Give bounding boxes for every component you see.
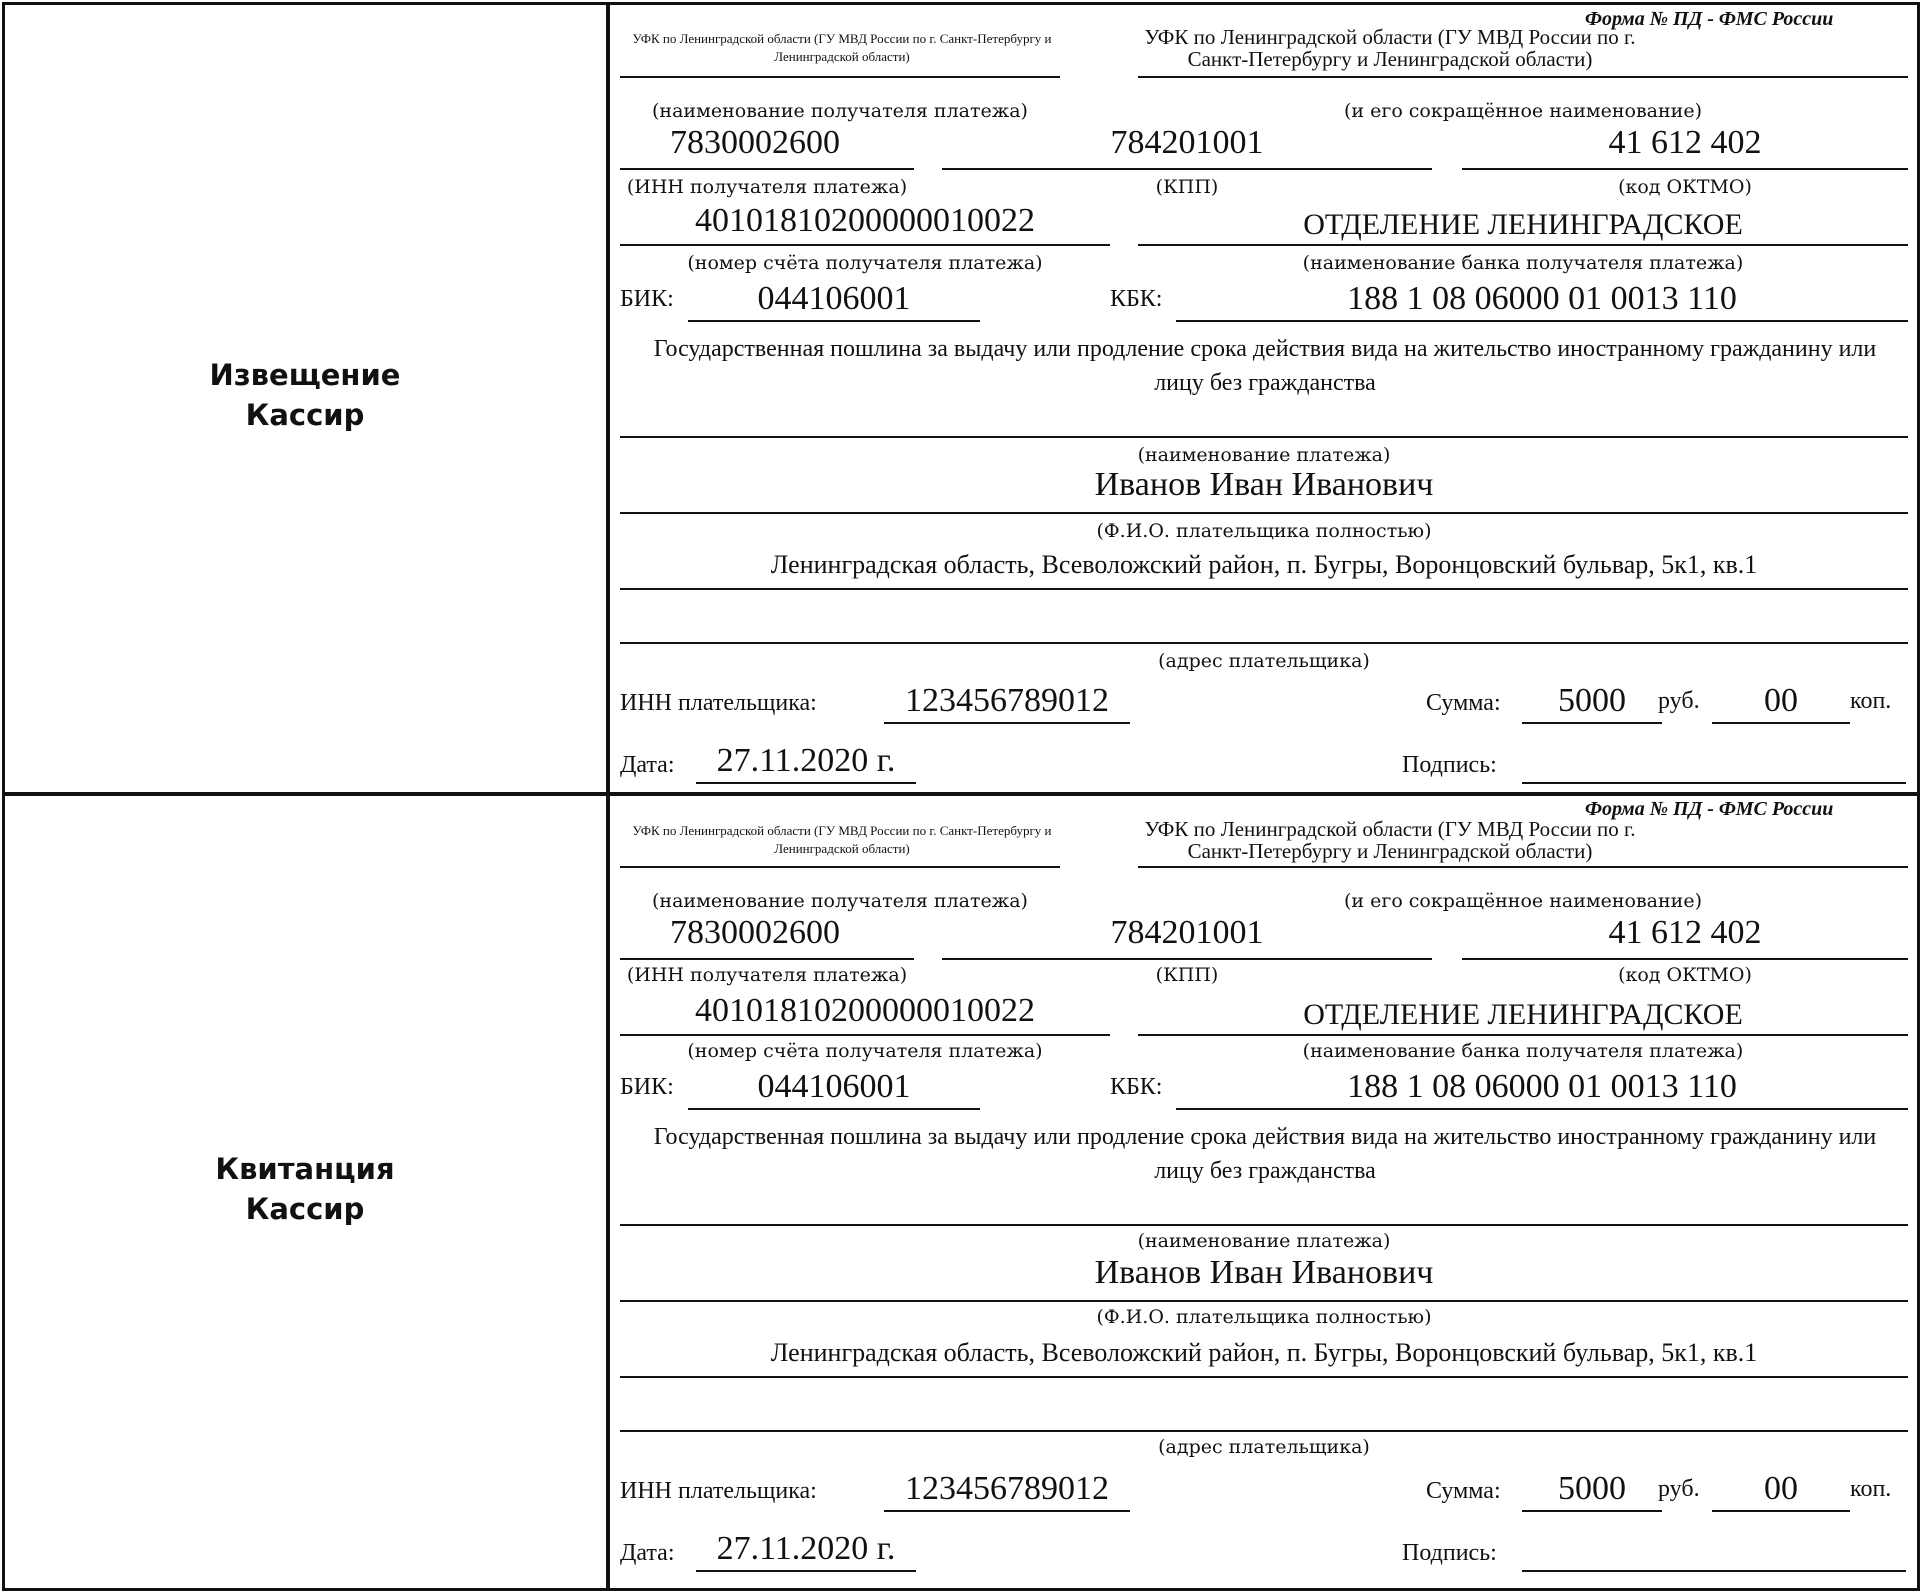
payer-name-caption: (Ф.И.О. плательщика полностью) — [1096, 1306, 1432, 1328]
signature-line — [1522, 782, 1906, 784]
kbk-value: 188 1 08 06000 01 0013 110 — [1347, 280, 1737, 317]
recipient-name-caption: (наименование получателя платежа) — [652, 100, 1028, 122]
payer-name-caption: (Ф.И.О. плательщика полностью) — [1096, 520, 1432, 542]
signature-label: Подпись: — [1402, 1540, 1497, 1566]
sum-rub-line — [1522, 1510, 1662, 1512]
payer-inn-line — [884, 722, 1130, 724]
signature-line — [1522, 1570, 1906, 1572]
kbk-value: 188 1 08 06000 01 0013 110 — [1347, 1068, 1737, 1105]
address-caption: (адрес плательщика) — [1158, 1436, 1370, 1458]
payer-address: Ленинградская область, Всеволожский район, п. Бугры, Воронцовский бульвар, 5к1, кв.1 — [770, 550, 1758, 579]
kpp-value: 784201001 — [1110, 914, 1264, 951]
vertical-divider — [606, 2, 610, 1591]
section-label — [105, 355, 505, 435]
payer-inn-value: 123456789012 — [905, 1470, 1109, 1507]
sum-label: Сумма: — [1426, 1478, 1501, 1504]
date-value: 27.11.2020 г. — [716, 1530, 896, 1567]
payer-name: Иванов Иван Иванович — [1094, 466, 1434, 503]
account-value: 40101810200000010022 — [695, 202, 1035, 239]
section-notice — [0, 0, 1920, 793]
oktmo-line — [1462, 168, 1908, 170]
kpp-caption: (КПП) — [1155, 964, 1219, 986]
recipient-short-name: УФК по Ленинградской области (ГУ МВД России по г. Санкт-Петербургу и Ленинградской области) — [1144, 25, 1636, 71]
purpose-caption: (наименование платежа) — [1137, 444, 1391, 466]
bik-label: БИК: — [620, 286, 674, 312]
kbk-line — [1176, 320, 1908, 322]
recipient-name-line — [620, 866, 1060, 868]
recipient-short-name: УФК по Ленинградской области (ГУ МВД России по г. Санкт-Петербургу и Ленинградской области) — [1144, 817, 1636, 863]
account-caption: (номер счёта получателя платежа) — [687, 1040, 1043, 1062]
section-subtitle: Кассир — [245, 398, 365, 432]
payer-inn-value: 123456789012 — [905, 682, 1109, 719]
date-label: Дата: — [620, 752, 675, 778]
horizontal-divider — [2, 792, 1920, 796]
payer-inn-line — [884, 1510, 1130, 1512]
purpose-line — [620, 436, 1908, 438]
sum-rub-line — [1522, 722, 1662, 724]
oktmo-value: 41 612 402 — [1608, 124, 1762, 161]
payer-name: Иванов Иван Иванович — [1094, 1254, 1434, 1291]
sum-rub-value: 5000 — [1558, 1470, 1626, 1507]
date-line — [696, 782, 916, 784]
kpp-line — [942, 958, 1432, 960]
sum-kop-value: 00 — [1764, 682, 1798, 719]
address-line-2 — [620, 1430, 1908, 1432]
bik-value: 044106001 — [757, 1068, 911, 1105]
payer-name-line — [620, 1300, 1908, 1302]
recipient-inn-caption: (ИНН получателя платежа) — [626, 964, 908, 986]
oktmo-caption: (код ОКТМО) — [1618, 176, 1752, 198]
date-label: Дата: — [620, 1540, 675, 1566]
purpose-line — [620, 1224, 1908, 1226]
payment-purpose: Государственная пошлина за выдачу или продление срока действия вида на жительство иностранному гражданину или лицу без гражданства — [653, 1124, 1877, 1184]
oktmo-caption: (код ОКТМО) — [1618, 964, 1752, 986]
recipient-inn-value: 7830002600 — [670, 124, 840, 161]
account-value: 40101810200000010022 — [695, 992, 1035, 1029]
date-value: 27.11.2020 г. — [716, 742, 896, 779]
kop-label: коп. — [1850, 688, 1892, 714]
form-number: Форма № ПД - ФМС России — [1585, 798, 1834, 820]
date-line — [696, 1570, 916, 1572]
sum-kop-value: 00 — [1764, 1470, 1798, 1507]
recipient-name-line — [620, 76, 1060, 78]
sum-kop-line — [1712, 1510, 1850, 1512]
account-caption: (номер счёта получателя платежа) — [687, 252, 1043, 274]
recipient-full-name: УФК по Ленинградской области (ГУ МВД России по г. Санкт-Петербургу и Ленинградской области) — [632, 31, 1052, 64]
oktmo-line — [1462, 958, 1908, 960]
section-receipt — [0, 794, 1920, 1587]
signature-label: Подпись: — [1402, 752, 1497, 778]
kpp-caption: (КПП) — [1155, 176, 1219, 198]
account-line — [620, 244, 1110, 246]
sum-rub-value: 5000 — [1558, 682, 1626, 719]
bank-line — [1138, 244, 1908, 246]
bank-caption: (наименование банка получателя платежа) — [1302, 1040, 1744, 1062]
oktmo-value: 41 612 402 — [1608, 914, 1762, 951]
address-line-2 — [620, 642, 1908, 644]
address-caption: (адрес плательщика) — [1158, 650, 1370, 672]
section-title: Извещение — [209, 358, 401, 392]
bik-line — [688, 320, 980, 322]
kpp-value: 784201001 — [1110, 124, 1264, 161]
recipient-inn-line — [620, 958, 914, 960]
sum-kop-line — [1712, 722, 1850, 724]
recipient-name-caption: (наименование получателя платежа) — [652, 890, 1028, 912]
address-line-1 — [620, 588, 1908, 590]
kop-label: коп. — [1850, 1476, 1892, 1502]
bik-value: 044106001 — [757, 280, 911, 317]
recipient-full-name: УФК по Ленинградской области (ГУ МВД России по г. Санкт-Петербургу и Ленинградской области) — [632, 823, 1052, 856]
bank-value: ОТДЕЛЕНИЕ ЛЕНИНГРАДСКОЕ — [1303, 208, 1743, 241]
address-line-1 — [620, 1376, 1908, 1378]
short-name-caption: (и его сокращённое наименование) — [1344, 890, 1702, 912]
recipient-inn-caption: (ИНН получателя платежа) — [626, 176, 908, 198]
bik-line — [688, 1108, 980, 1110]
payer-inn-label: ИНН плательщика: — [620, 690, 817, 716]
rub-label: руб. — [1658, 688, 1700, 714]
bank-value: ОТДЕЛЕНИЕ ЛЕНИНГРАДСКОЕ — [1303, 998, 1743, 1031]
short-name-line — [1138, 76, 1908, 78]
form-number: Форма № ПД - ФМС России — [1585, 8, 1834, 30]
sum-label: Сумма: — [1426, 690, 1501, 716]
payer-inn-label: ИНН плательщика: — [620, 1478, 817, 1504]
section-title: Квитанция — [215, 1152, 395, 1186]
bank-caption: (наименование банка получателя платежа) — [1302, 252, 1744, 274]
bank-line — [1138, 1034, 1908, 1036]
rub-label: руб. — [1658, 1476, 1700, 1502]
kbk-label: КБК: — [1110, 286, 1163, 312]
kbk-line — [1176, 1108, 1908, 1110]
payment-purpose: Государственная пошлина за выдачу или продление срока действия вида на жительство иностранному гражданину или лицу без гражданства — [653, 336, 1877, 396]
account-line — [620, 1034, 1110, 1036]
payer-name-line — [620, 512, 1908, 514]
section-subtitle: Кассир — [245, 1192, 365, 1226]
payer-address: Ленинградская область, Всеволожский район, п. Бугры, Воронцовский бульвар, 5к1, кв.1 — [770, 1338, 1758, 1367]
section-label — [105, 1149, 505, 1229]
short-name-line — [1138, 866, 1908, 868]
short-name-caption: (и его сокращённое наименование) — [1344, 100, 1702, 122]
recipient-inn-value: 7830002600 — [670, 914, 840, 951]
bik-label: БИК: — [620, 1074, 674, 1100]
purpose-caption: (наименование платежа) — [1137, 1230, 1391, 1252]
kpp-line — [942, 168, 1432, 170]
kbk-label: КБК: — [1110, 1074, 1163, 1100]
recipient-inn-line — [620, 168, 914, 170]
